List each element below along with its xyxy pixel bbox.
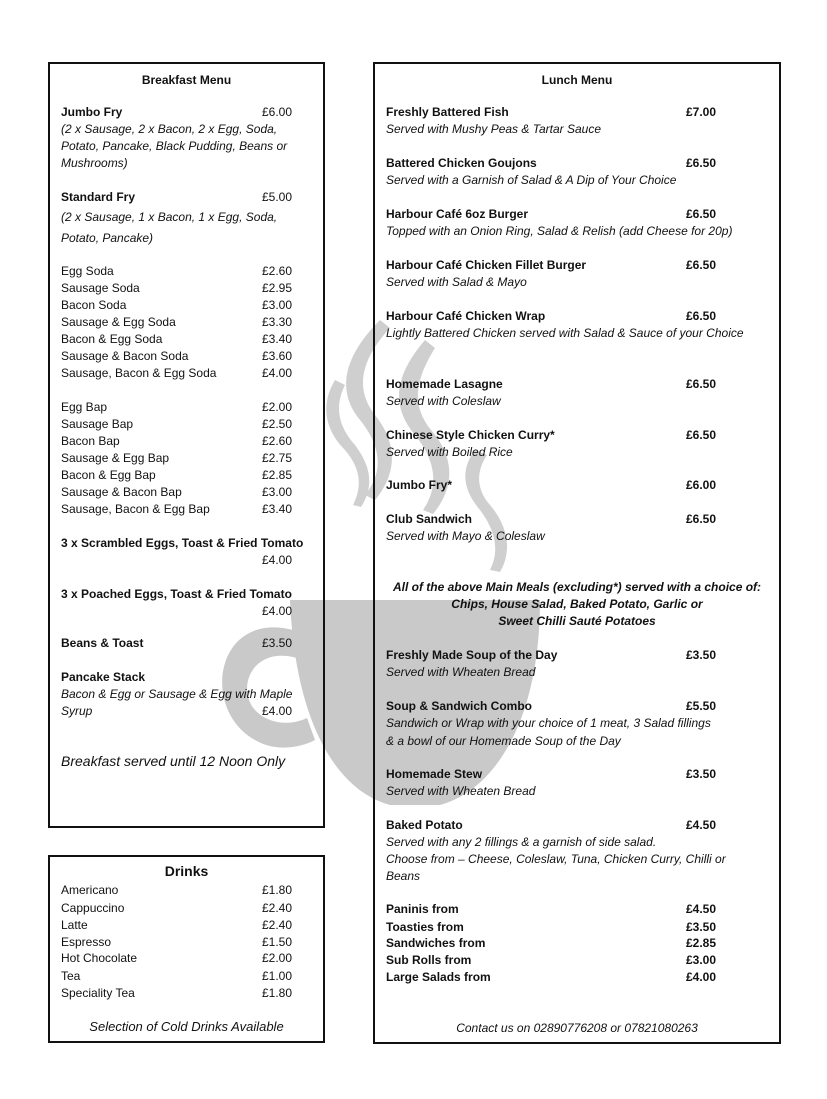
menu-item-desc: Served with a Garnish of Salad & A Dip of Your Choice [386, 173, 677, 187]
list-item: Latte [61, 918, 88, 932]
list-item-price: £3.00 [262, 485, 293, 499]
list-item: Sausage, Bacon & Egg Bap [61, 502, 210, 516]
jumbo-fry-name: Jumbo Fry [61, 105, 123, 119]
list-item: Sausage & Egg Bap [61, 451, 170, 465]
list-item-price: £2.00 [262, 951, 293, 965]
scrambled-eggs-price: £4.00 [262, 553, 293, 567]
menu-item-name: Jumbo Fry* [386, 478, 453, 492]
menu-item-desc: Served with Mayo & Coleslaw [386, 529, 545, 543]
list-item-price: £3.40 [262, 332, 293, 346]
menu-item-name: Harbour Café Chicken Fillet Burger [386, 258, 587, 272]
pancake-stack-desc: Bacon & Egg or Sausage & Egg with Maple [61, 687, 293, 701]
contact-info: Contact us on 02890776208 or 07821080263 [456, 1021, 698, 1035]
menu-item-price: £6.00 [686, 478, 717, 492]
pancake-stack-name: Pancake Stack [61, 670, 146, 684]
standard-fry-price: £5.00 [262, 190, 293, 204]
stew-price: £3.50 [686, 767, 717, 781]
list-item-price: £2.60 [262, 264, 293, 278]
list-item-price: £1.80 [262, 986, 293, 1000]
stew-desc: Served with Wheaten Bread [386, 784, 536, 798]
jumbo-fry-desc: (2 x Sausage, 2 x Bacon, 2 x Egg, Soda, [61, 122, 278, 136]
list-item: Egg Soda [61, 264, 114, 278]
breakfast-note: Breakfast served until 12 Noon Only [61, 753, 286, 769]
menu-item-price: £6.50 [686, 258, 717, 272]
list-item-price: £3.40 [262, 502, 293, 516]
combo-desc: Sandwich or Wrap with your choice of 1 meat, 3 Salad fillings [386, 716, 711, 730]
list-item: Sausage & Bacon Soda [61, 349, 189, 363]
list-item-price: £1.00 [262, 969, 293, 983]
list-item: Cappuccino [61, 901, 125, 915]
drinks-note: Selection of Cold Drinks Available [89, 1019, 284, 1034]
pancake-stack-price: £4.00 [262, 704, 293, 718]
combo-name: Soup & Sandwich Combo [386, 699, 532, 713]
list-item: Sausage Soda [61, 281, 140, 295]
list-item-price: £3.00 [262, 298, 293, 312]
menu-item-price: £6.50 [686, 428, 717, 442]
list-item-price: £4.00 [262, 366, 293, 380]
list-item-price: £2.85 [262, 468, 293, 482]
menu-item-desc: Topped with an Onion Ring, Salad & Relish (add Cheese for 20p) [386, 224, 733, 238]
list-item-price: £2.85 [686, 936, 717, 950]
lunch-title: Lunch Menu [541, 73, 613, 87]
standard-fry-desc: Potato, Pancake) [61, 231, 154, 245]
list-item: Large Salads from [386, 970, 491, 984]
soup-desc: Served with Wheaten Bread [386, 665, 536, 679]
list-item-price: £3.30 [262, 315, 293, 329]
menu-item-price: £6.50 [686, 207, 717, 221]
list-item-price: £3.50 [686, 920, 717, 934]
list-item-price: £4.00 [686, 970, 717, 984]
list-item-price: £2.40 [262, 901, 293, 915]
menu-item-name: Harbour Café Chicken Wrap [386, 309, 546, 323]
list-item-price: £3.00 [686, 953, 717, 967]
menu-item-price: £6.50 [686, 309, 717, 323]
list-item: Tea [61, 969, 81, 983]
list-item-price: £2.60 [262, 434, 293, 448]
sides-note: Sweet Chilli Sauté Potatoes [498, 614, 656, 628]
list-item-price: £3.60 [262, 349, 293, 363]
list-item-price: £4.50 [686, 902, 717, 916]
jumbo-fry-price: £6.00 [262, 105, 293, 119]
pancake-stack-desc: Syrup [61, 704, 93, 718]
menu-item-desc: Served with Boiled Rice [386, 445, 513, 459]
list-item-price: £2.95 [262, 281, 293, 295]
combo-price: £5.50 [686, 699, 717, 713]
menu-item-name: Chinese Style Chicken Curry* [386, 428, 555, 442]
beans-toast-price: £3.50 [262, 636, 293, 650]
menu-item-name: Freshly Battered Fish [386, 105, 509, 119]
menu-item-price: £7.00 [686, 105, 717, 119]
sides-note: Chips, House Salad, Baked Potato, Garlic or [451, 597, 703, 611]
combo-desc: & a bowl of our Homemade Soup of the Day [386, 734, 621, 748]
menu-item-price: £6.50 [686, 377, 717, 391]
baked-potato-desc: Served with any 2 fillings & a garnish of side salad. [386, 835, 657, 849]
list-item: Sausage Bap [61, 417, 134, 431]
list-item: Egg Bap [61, 400, 108, 414]
list-item-price: £1.50 [262, 935, 293, 949]
menu-item-desc: Lightly Battered Chicken served with Salad & Sauce of your Choice [386, 326, 744, 340]
list-item-price: £2.50 [262, 417, 293, 431]
menu-item-desc: Served with Coleslaw [386, 394, 501, 408]
list-item: Hot Chocolate [61, 951, 138, 965]
menu-item-desc: Served with Mushy Peas & Tartar Sauce [386, 122, 601, 136]
list-item-price: £2.75 [262, 451, 293, 465]
jumbo-fry-desc: Potato, Pancake, Black Pudding, Beans or [61, 139, 288, 153]
list-item: Sandwiches from [386, 936, 486, 950]
list-item: Sausage, Bacon & Egg Soda [61, 366, 217, 380]
jumbo-fry-desc: Mushrooms) [61, 156, 128, 170]
list-item: Americano [61, 883, 119, 897]
menu-item-price: £6.50 [686, 512, 717, 526]
poached-eggs-name: 3 x Poached Eggs, Toast & Fried Tomato [61, 587, 292, 601]
menu-item-name: Club Sandwich [386, 512, 473, 526]
list-item: Bacon Bap [61, 434, 120, 448]
list-item: Sausage & Bacon Bap [61, 485, 182, 499]
menu-item-name: Homemade Lasagne [386, 377, 503, 391]
drinks-title: Drinks [164, 863, 209, 879]
list-item-price: £2.00 [262, 400, 293, 414]
standard-fry-desc: (2 x Sausage, 1 x Bacon, 1 x Egg, Soda, [61, 210, 278, 224]
beans-toast-name: Beans & Toast [61, 636, 144, 650]
baked-potato-desc: Beans [386, 869, 421, 883]
baked-potato-name: Baked Potato [386, 818, 463, 832]
stew-name: Homemade Stew [386, 767, 483, 781]
list-item: Sausage & Egg Soda [61, 315, 176, 329]
sides-note: All of the above Main Meals (excluding*) served with a choice of: [392, 580, 762, 594]
scrambled-eggs-name: 3 x Scrambled Eggs, Toast & Fried Tomato [61, 536, 304, 550]
list-item: Bacon & Egg Soda [61, 332, 163, 346]
list-item: Espresso [61, 935, 112, 949]
menu-item-price: £6.50 [686, 156, 717, 170]
list-item: Speciality Tea [61, 986, 135, 1000]
standard-fry-name: Standard Fry [61, 190, 136, 204]
baked-potato-price: £4.50 [686, 818, 717, 832]
poached-eggs-price: £4.00 [262, 604, 293, 618]
menu-item-name: Battered Chicken Goujons [386, 156, 537, 170]
list-item: Bacon Soda [61, 298, 127, 312]
list-item: Sub Rolls from [386, 953, 472, 967]
list-item-price: £1.80 [262, 883, 293, 897]
list-item: Paninis from [386, 902, 459, 916]
breakfast-title: Breakfast Menu [141, 73, 232, 87]
soup-name: Freshly Made Soup of the Day [386, 648, 558, 662]
list-item: Toasties from [386, 920, 464, 934]
list-item-price: £2.40 [262, 918, 293, 932]
soup-price: £3.50 [686, 648, 717, 662]
menu-item-name: Harbour Café 6oz Burger [386, 207, 529, 221]
menu-item-desc: Served with Salad & Mayo [386, 275, 527, 289]
baked-potato-desc: Choose from – Cheese, Coleslaw, Tuna, Chicken Curry, Chilli or [386, 852, 726, 866]
list-item: Bacon & Egg Bap [61, 468, 156, 482]
